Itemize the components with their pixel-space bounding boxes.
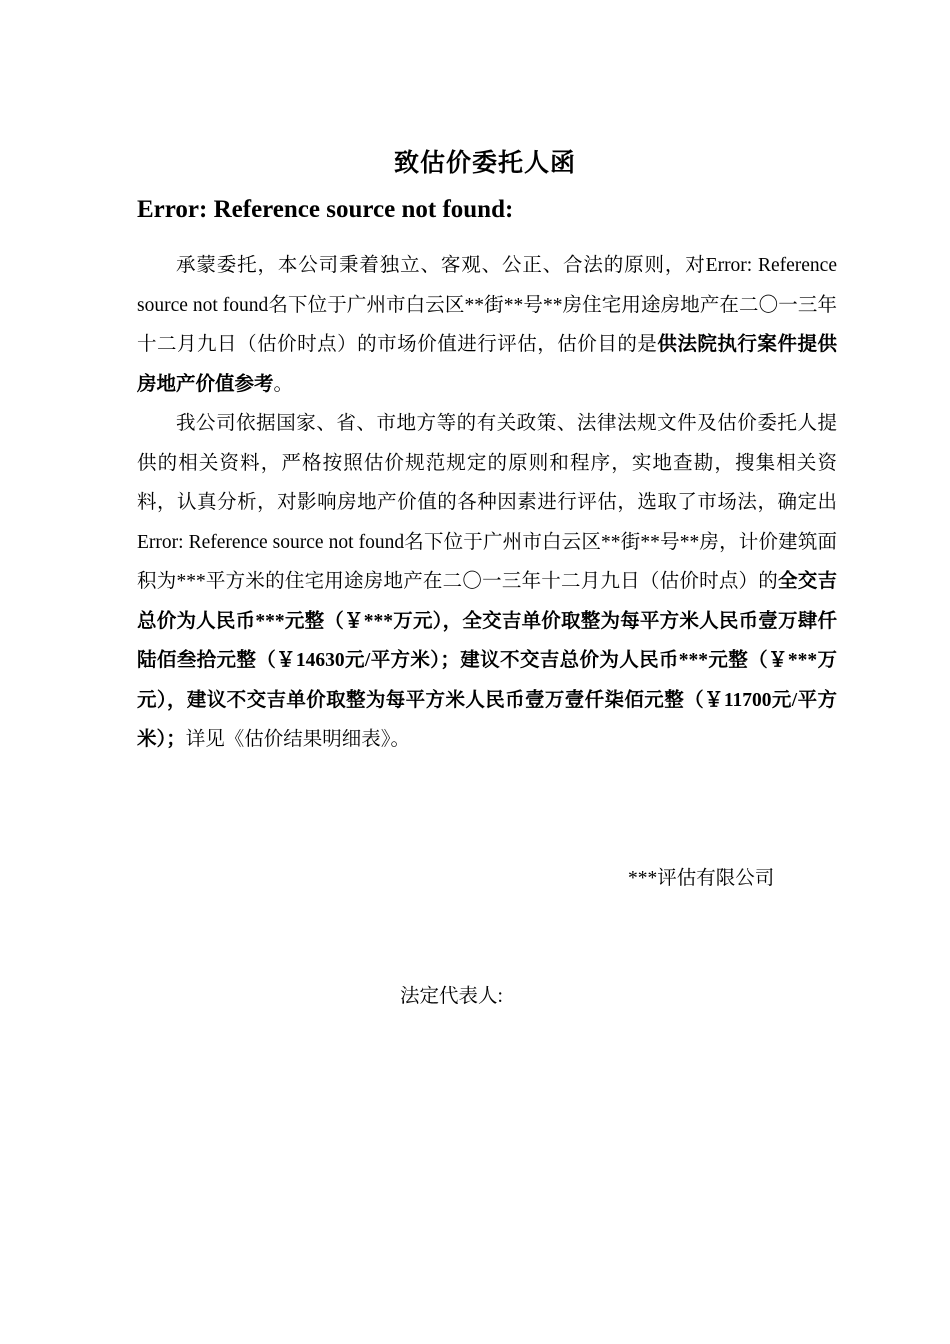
legal-representative-label: 法定代表人: [400, 986, 503, 1007]
letter-title: 致估价委托人函 [393, 150, 576, 177]
paragraph-valuation-text: 我公司依据国家、省、市地方等的有关政策、法律法规文件及估价委托人提供的相关资料，严格按照估价规范规定的原则和程序，实地查勘，搜集相关资料，认真分析，对影响房地产价值的各种因素进行评估，选取了市场法，确定出Error: Reference source not found名下位于广州市白云区**街**号**房，计价建筑面积为***平方米的住宅用途房地产在二〇一三年十二月九日（估价时点）的 [137, 413, 837, 592]
valuation-result-figures: 全交吉总价为人民币***元整（￥***万元），全交吉单价取整为每平方米人民币壹万肆仟陆佰叁拾元整（￥14630元/平方米）；建议不交吉总价为人民币***元整（￥***万元），建议不交吉单价取整为每平方米人民币壹万壹仟柒佰元整（￥11700元/平方米）； [137, 571, 837, 750]
addressee-colon: : [504, 196, 514, 223]
addressee-line [137, 196, 513, 224]
paragraph-commission [137, 246, 837, 404]
valuation-purpose: 供法院执行案件提供房地产价值参考 [137, 334, 837, 395]
paragraph-commission-end: 。 [273, 373, 294, 395]
paragraph-valuation-result [137, 404, 837, 760]
addressee-name: Error: Reference source not found [137, 196, 505, 223]
paragraph-commission-text: 承蒙委托，本公司秉着独立、客观、公正、合法的原则，对Error: Reference source not found名下位于广州市白云区**街**号**房住宅用途房地产在二〇一三年十二月九日（估价时点）的市场价值进行评估，估价目的是 [137, 255, 837, 355]
paragraph-valuation-end: 详见《估价结果明细表》。 [185, 729, 411, 750]
company-signature: ***评估有限公司 [628, 868, 775, 889]
letter-body [137, 246, 837, 760]
